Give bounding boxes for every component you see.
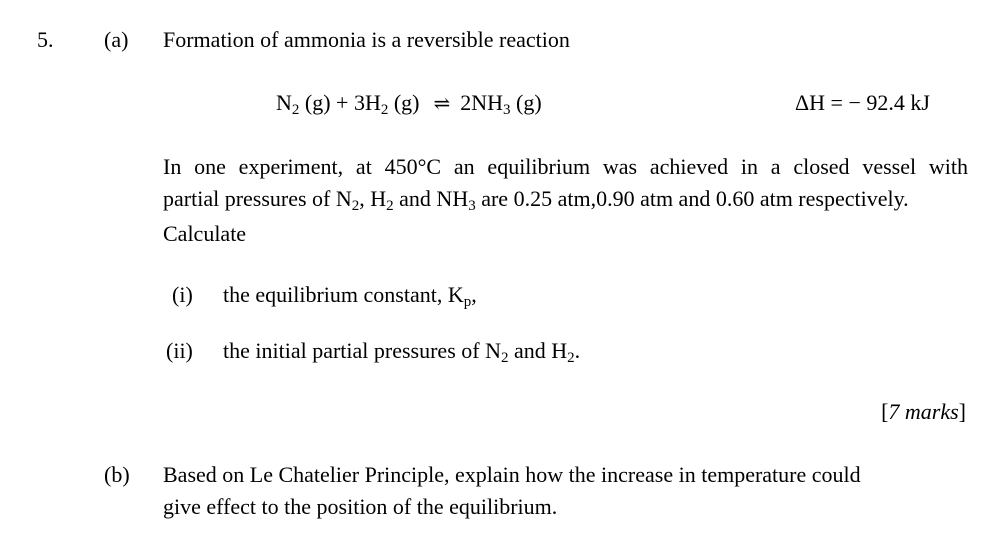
eq-h2-sub: 2 — [380, 102, 389, 118]
reaction-equation — [276, 87, 542, 122]
question-number: 5. — [37, 27, 54, 52]
eq-n2-sub: 2 — [291, 102, 300, 118]
item-ii-sub2: 2 — [567, 350, 575, 366]
equilibrium-arrow-icon: ⇌ — [433, 93, 451, 115]
item-ii-text-c: . — [574, 338, 581, 363]
marks-label — [881, 396, 966, 428]
marks-text: 7 marks — [888, 399, 959, 424]
eq-n2: N — [276, 90, 292, 115]
item-i-sub: p — [463, 294, 472, 310]
eq-n2-state: (g) + 3H — [299, 90, 381, 115]
item-i-text-b: , — [471, 282, 477, 307]
experiment-paragraph — [163, 151, 968, 250]
eq-nh3-state: (g) — [510, 90, 542, 115]
item-i-text-a: the equilibrium constant, K — [223, 282, 464, 307]
paragraph-line-2-c: and NH — [393, 186, 469, 211]
item-i-text — [223, 279, 477, 314]
item-ii-text-a: the initial partial pressures of N — [223, 338, 501, 363]
eq-nh3: 2NH — [460, 90, 504, 115]
part-b-line-2: give effect to the position of the equilibrium. — [163, 494, 558, 519]
item-ii-sub1: 2 — [500, 350, 509, 366]
paragraph-line-2-a: partial pressures of N — [163, 186, 352, 211]
paragraph-line-2-sub3: 3 — [468, 198, 476, 214]
eq-h2-state: (g) — [388, 90, 420, 115]
paragraph-line-1: In one experiment, at 450°C an equilibrium was achieved in a closed vessel with — [163, 154, 968, 179]
part-a-intro: Formation of ammonia is a reversible reaction — [163, 27, 570, 52]
paragraph-line-2-sub1: 2 — [351, 198, 360, 214]
paragraph-line-3: Calculate — [163, 221, 247, 246]
paragraph-line-2-d: are 0.25 atm,0.90 atm and 0.60 atm respectively. — [475, 186, 909, 211]
item-ii-text-b: and H — [508, 338, 568, 363]
part-b-label: (b) — [104, 462, 130, 487]
enthalpy-change: ΔH = − 92.4 kJ — [795, 90, 930, 115]
marks-close: ] — [958, 399, 966, 424]
item-i-label: (i) — [172, 282, 193, 307]
part-a-label: (a) — [104, 27, 129, 52]
eq-nh3-sub: 3 — [503, 102, 511, 118]
paragraph-line-2-b: , H — [359, 186, 387, 211]
paragraph-line-2-sub2: 2 — [386, 198, 394, 214]
item-ii-label: (ii) — [166, 338, 193, 363]
marks-open: [ — [881, 399, 889, 424]
part-b-line-1: Based on Le Chatelier Principle, explain how the increase in temperature could — [163, 462, 861, 487]
item-ii-text — [223, 335, 580, 370]
paragraph-line-2 — [163, 183, 968, 218]
